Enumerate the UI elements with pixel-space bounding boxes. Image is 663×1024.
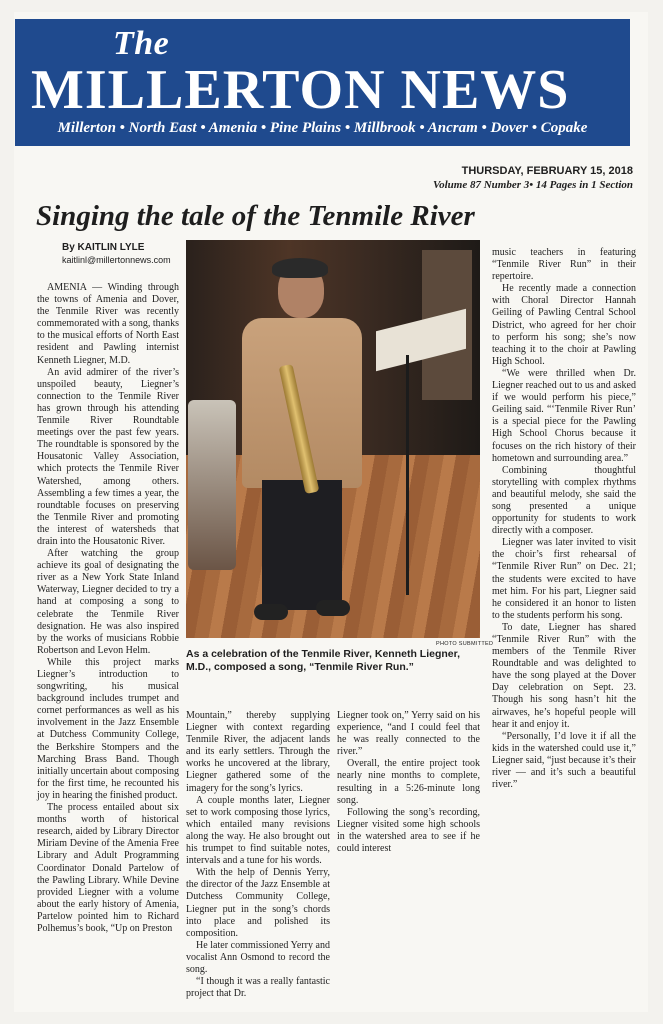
photo-shoe bbox=[254, 604, 288, 620]
article-photo bbox=[186, 240, 480, 638]
article-column-3 bbox=[337, 710, 480, 855]
byline bbox=[62, 242, 171, 266]
paragraph: Combining thoughtful storytelling with complex rhythms and beautiful melody, she said the song presented a unique opportunity for students to work directly with a composer. bbox=[492, 464, 636, 537]
photo-stand-pole bbox=[406, 355, 409, 595]
dateline bbox=[433, 164, 633, 192]
article-column-4 bbox=[492, 247, 636, 791]
paragraph: Overall, the entire project took nearly nine months to complete, resulting in a 5:26-minute long song. bbox=[337, 758, 480, 806]
issue-date: THURSDAY, FEBRUARY 15, 2018 bbox=[461, 165, 633, 177]
photo-caption: As a celebration of the Tenmile River, Kenneth Liegner, M.D., composed a song, “Tenmile River Run.” bbox=[186, 648, 461, 673]
photo-musician bbox=[230, 254, 380, 624]
byline-email: kaitlinl@millertonnews.com bbox=[62, 255, 171, 265]
paragraph: Following the song’s recording, Liegner visited some high schools in the watershed area to see if he could interest bbox=[337, 806, 480, 855]
photo-pants bbox=[262, 480, 342, 610]
paragraph: He recently made a connection with Choral Director Hannah Geiling of Pawling Central School District, who agreed for her choir to perform his song; she’s now teaching it to the choir at Pawling High School. bbox=[492, 283, 636, 367]
photo-cap bbox=[272, 258, 328, 278]
paragraph: “I though it was a really fantastic project that Dr. bbox=[186, 976, 330, 1000]
article-column-1 bbox=[37, 282, 179, 935]
paragraph: “Personally, I’d love it if all the kids in the watershed could use it,” Liegner said, “just because it’s their river — and it’s such a beautiful river.” bbox=[492, 730, 636, 791]
paragraph: Mountain,” thereby supplying Liegner with context regarding Tenmile River, the adjacent lands and its early settlers. Through the works he uncovered at the library, Liegner gathered some of the imagery for the song’s lyrics. bbox=[186, 710, 330, 794]
paragraph: “We were thrilled when Dr. Liegner reached out to us and asked if we would perform his piece,” Geiling said. “‘Tenmile River Run’ is a special piece for the Pawling High School Chorus because it focuses on the rich history of their hometown and surrounding area.” bbox=[492, 367, 636, 464]
paragraph: AMENIA — Winding through the towns of Amenia and Dover, the Tenmile River was recently commemorated with a song, thanks to the musical efforts of North East resident and Pawling internist Kenneth Liegner, M.D. bbox=[37, 282, 179, 366]
article-column-2 bbox=[186, 710, 330, 1000]
byline-author: By KAITLIN LYLE bbox=[62, 242, 145, 253]
masthead-towns: Millerton • North East • Amenia • Pine Plains • Millbrook • Ancram • Dover • Copake bbox=[57, 120, 588, 136]
masthead bbox=[15, 19, 630, 146]
photo-shoe bbox=[316, 600, 350, 616]
issue-volume: Volume 87 Number 3• 14 Pages in 1 Section bbox=[432, 179, 633, 191]
paragraph: While this project marks Liegner’s introduction to songwriting, his musical background includes trumpet and cornet performances as well as his involvement in the Jazz Ensemble at Dutchess Community College, the Berkshire Stompers and the Marching Brass Band. Though initially uncertain about composing for the first time, he recounted his joy in hearing the finished product. bbox=[37, 656, 179, 801]
masthead-the: The bbox=[113, 25, 170, 62]
paragraph: He later commissioned Yerry and vocalist Ann Osmond to record the song. bbox=[186, 939, 330, 975]
paragraph: A couple months later, Liegner set to work composing those lyrics, which entailed many revisions along the way. He also brought out his trumpet to find suitable notes, intervals and a tune for his words. bbox=[186, 794, 330, 867]
paragraph: To date, Liegner has shared “Tenmile River Run” with the members of the Tenmile River Roundtable and was delighted to have the song played at the Dover Day celebration on Sept. 23. Though his song hasn’t hit the airwaves, he’s hopeful people will hear it and enjoy it. bbox=[492, 621, 636, 730]
paragraph: The process entailed about six months worth of historical research, aided by Library Director Miriam Devine of the Amenia Free Library and Adult Programming Coordinator Donald Partelow of the Pawling Library. While Devine provided Liegner with a volume about the early history of Amenia, Partelow pointed him to Richard Polhemus’s book, “Up on Preston bbox=[37, 802, 179, 934]
masthead-title: MILLERTON NEWS bbox=[31, 59, 570, 121]
photo-credit: PHOTO SUBMITTED bbox=[436, 641, 494, 647]
paragraph: An avid admirer of the river’s unspoiled beauty, Liegner’s connection to the Tenmile River has grown through his attending Tenmile River Roundtable meetings over the past few years. The roundtable is sponsored by the Housatonic Valley Association, which protects the Tenmile River Watershed, among others. Assembling a few times a year, the roundtable focuses on preserving the Tenmile River and promoting the interest of watersheds that drain into the Housatonic River. bbox=[37, 366, 179, 547]
paragraph: After watching the group achieve its goal of designating the river as a New York State Inland Waterway, Liegner decided to try a hand at composing a song to celebrate the Tenmile River designation. He was also inspired by the works of musicians Robbie Robertson and Levon Helm. bbox=[37, 548, 179, 656]
photo-drum-kit bbox=[188, 400, 236, 570]
paragraph: With the help of Dennis Yerry, the director of the Jazz Ensemble at Dutchess Community College, Liegner put in the song’s chords into place and polished its composition. bbox=[186, 867, 330, 939]
article-headline: Singing the tale of the Tenmile River bbox=[36, 200, 475, 232]
paragraph: music teachers in featuring “Tenmile River Run” in their repertoire. bbox=[492, 247, 636, 283]
paragraph: Liegner took on,” Yerry said on his experience, “and I could feel that he was really connected to the river.” bbox=[337, 710, 480, 758]
paragraph: Liegner was later invited to visit the choir’s first rehearsal of “Tenmile River Run” on Dec. 21; the students were excited to have met him. For his part, Liegner said he considered it an honor to listen to the students perform his song. bbox=[492, 537, 636, 621]
